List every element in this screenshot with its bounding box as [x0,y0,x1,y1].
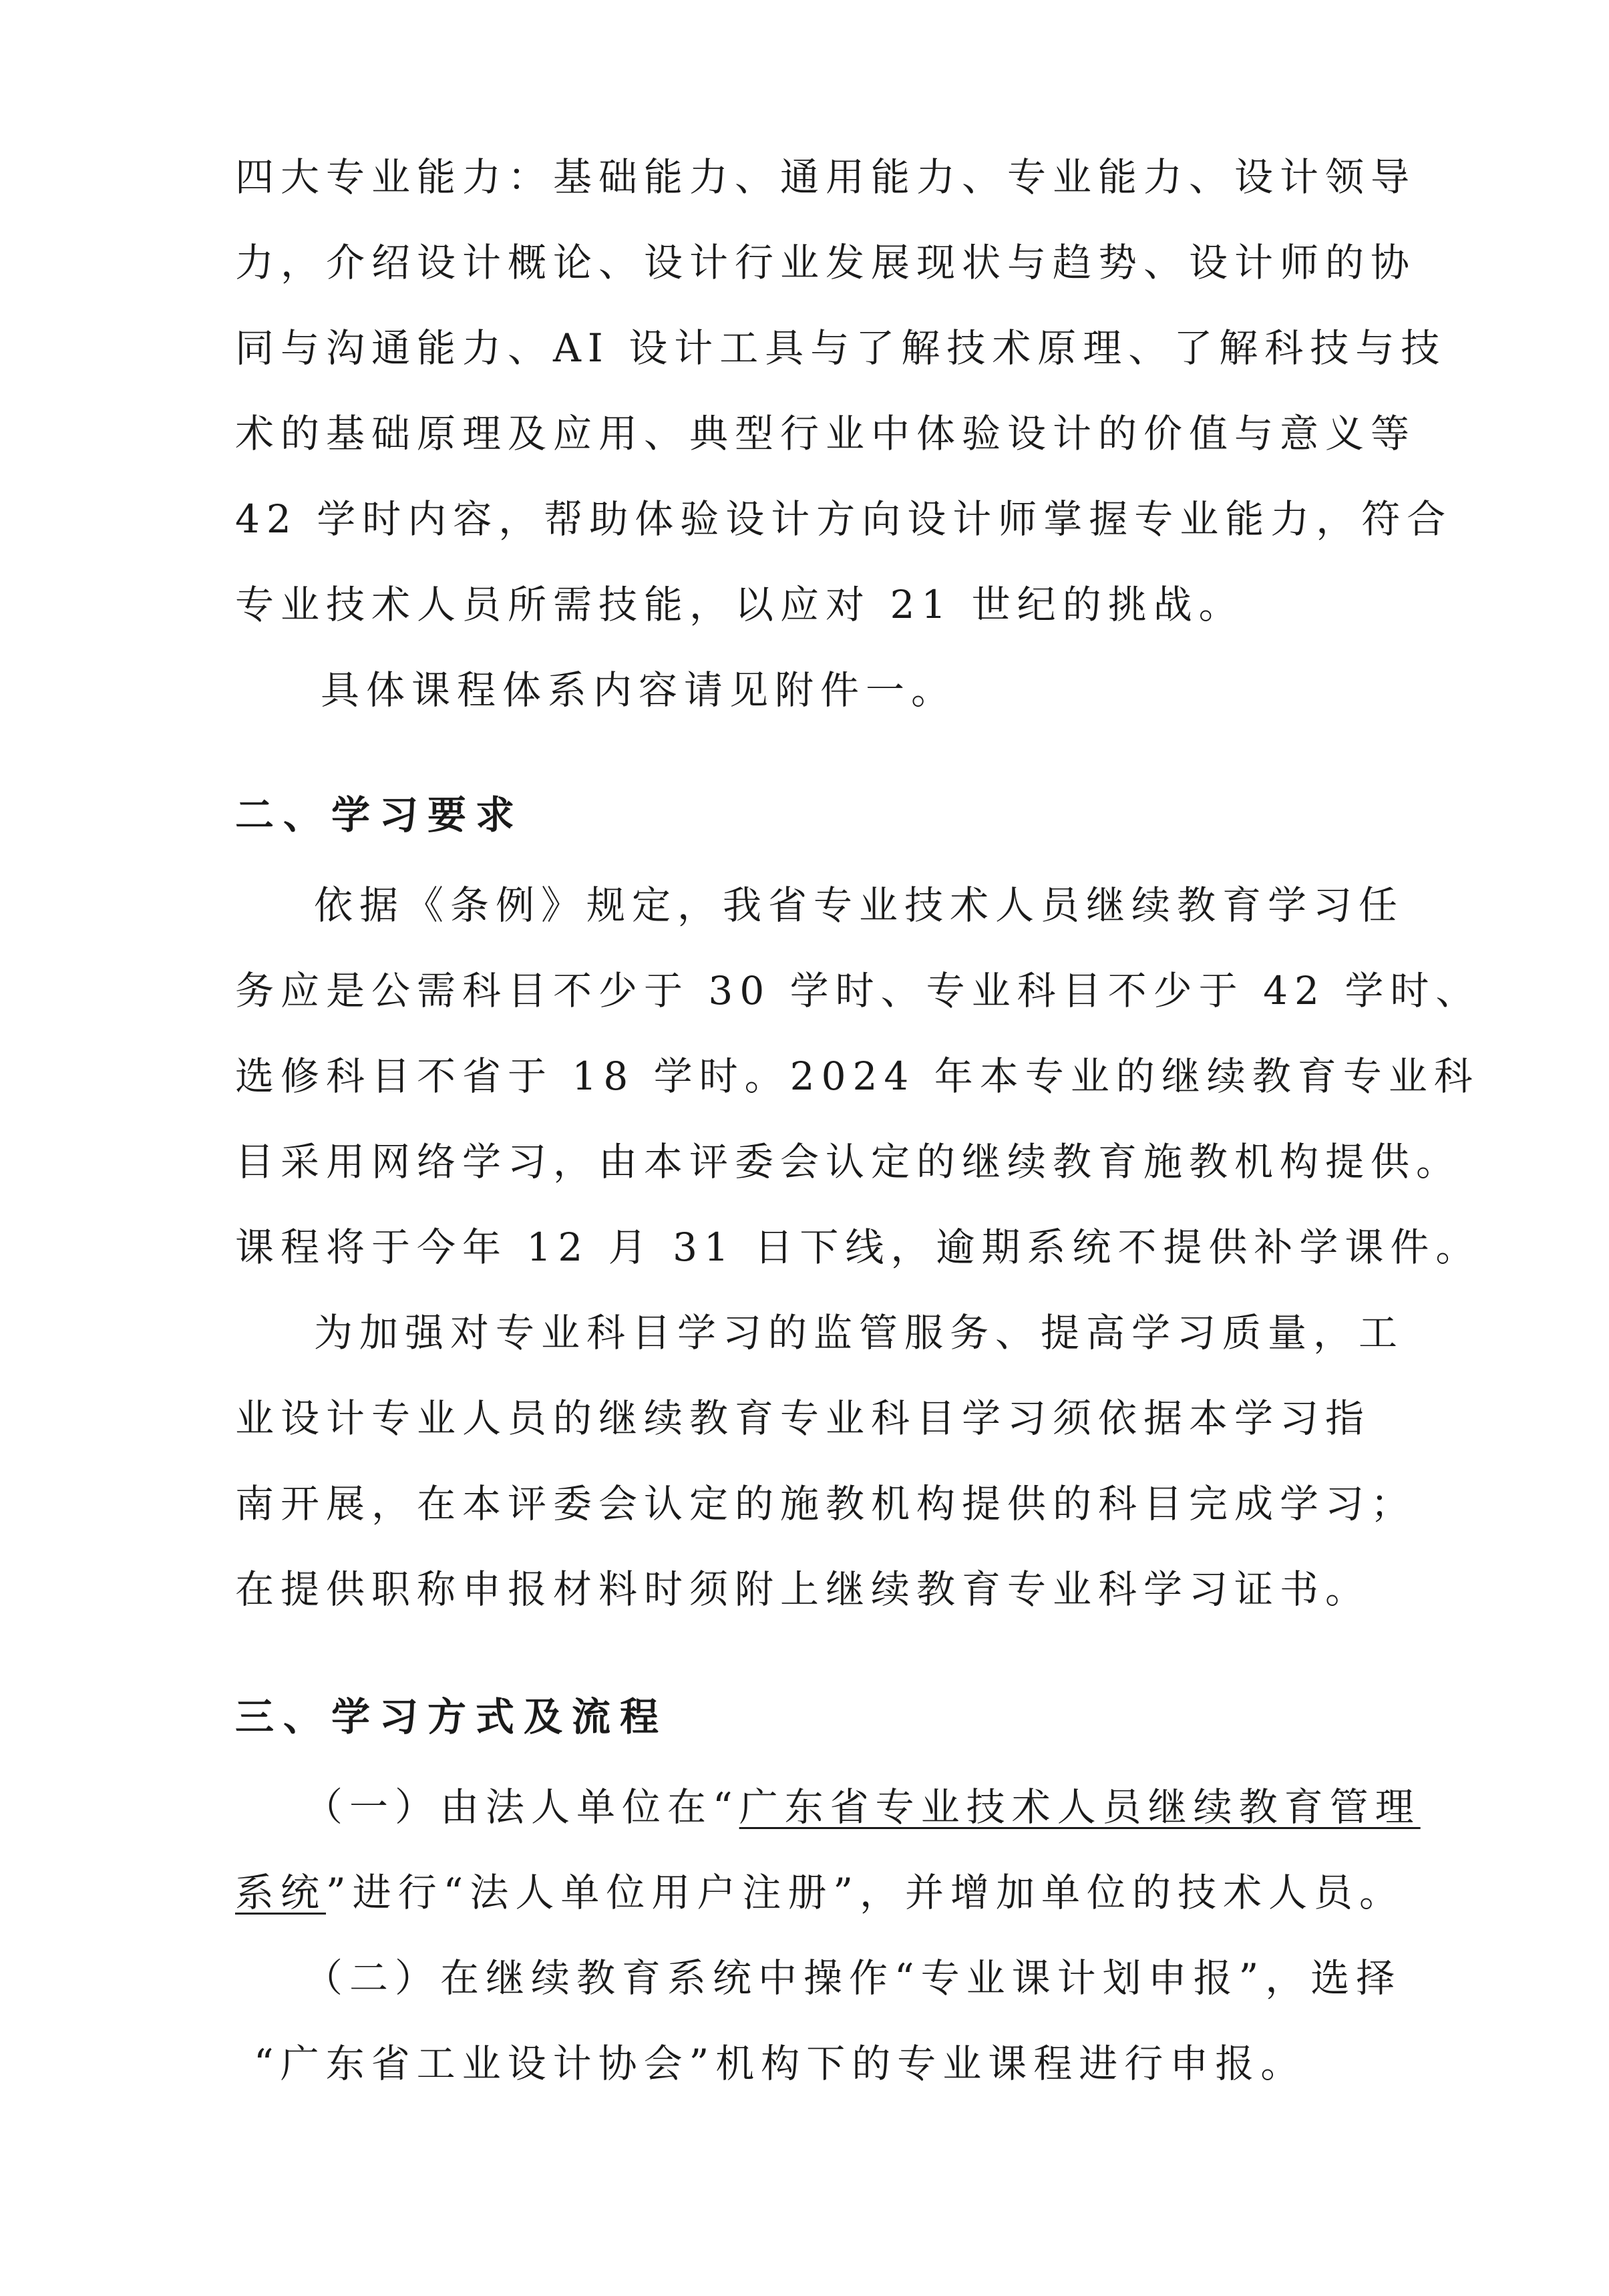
step-suffix: ”进行“法人单位用户注册”，并增加单位的技术人员。 [326,1870,1405,1915]
section-heading: 二、学习要求 [235,792,524,838]
text-line: 业设计专业人员的继续教育专业科目学习须依据本学习指 [235,1396,1371,1441]
text-line: 专业技术人员所需技能，以应对 21 世纪的挑战。 [235,582,1244,627]
text-line: 在提供职称申报材料时须附上继续教育专业科学习证书。 [235,1567,1371,1612]
text-line: （二）在继续教育系统中操作“专业课计划申报”，选择 [304,1955,1402,2001]
text-line: 具体课程体系内容请见附件一。 [321,667,957,713]
system-link[interactable]: 系统 [235,1870,327,1915]
text-line [304,1784,1421,1830]
text-line: 四大专业能力：基础能力、通用能力、专业能力、设计领导 [235,154,1417,200]
text-line [235,1869,1405,1916]
text-line: 务应是公需科目不少于 30 学时、专业科目不少于 42 学时、 [235,968,1481,1013]
text-line: 南开展，在本评委会认定的施教机构提供的科目完成学习； [235,1481,1417,1526]
step-prefix: （一）由法人单位在“ [304,1784,739,1830]
text-line: 术的基础原理及应用、典型行业中体验设计的价值与意义等 [235,411,1417,456]
text-line: “广东省工业设计协会”机构下的专业课程进行申报。 [254,2041,1306,2086]
text-line: 同与沟通能力、AI 设计工具与了解技术原理、了解科技与技 [235,325,1447,371]
text-line: 选修科目不省于 18 学时。2024 年本专业的继续教育专业科 [235,1053,1479,1099]
text-line: 42 学时内容，帮助体验设计方向设计师掌握专业能力，符合 [235,496,1453,542]
text-line: 力，介绍设计概论、设计行业发展现状与趋势、设计师的协 [235,240,1417,285]
text-line: 目采用网络学习，由本评委会认定的继续教育施教机构提供。 [235,1139,1462,1184]
text-line: 为加强对专业科目学习的监管服务、提高学习质量，工 [314,1310,1405,1355]
section-heading: 三、学习方式及流程 [235,1694,669,1740]
text-line: 依据《条例》规定，我省专业技术人员继续教育学习任 [314,882,1405,928]
text-line: 课程将于今年 12 月 31 日下线，逾期系统不提供补学课件。 [235,1224,1481,1270]
system-link[interactable]: 广东省专业技术人员继续教育管理 [739,1784,1421,1830]
